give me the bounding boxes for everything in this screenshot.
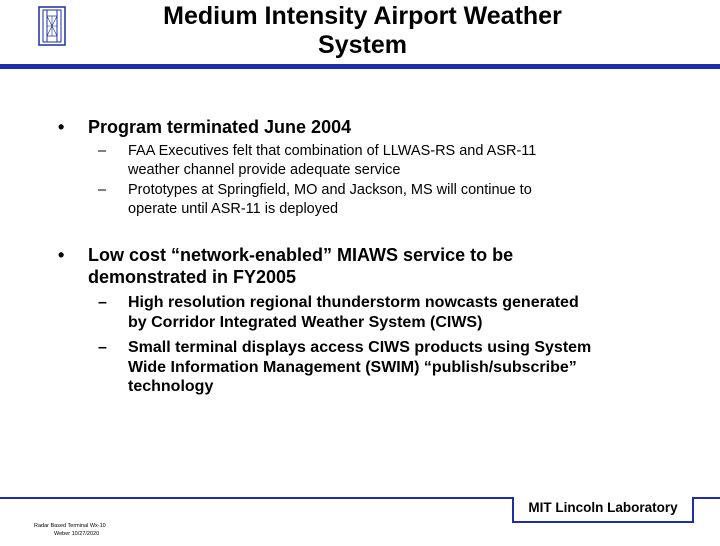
slide-title <box>100 2 625 60</box>
bullet-glyph: • <box>58 117 65 137</box>
sub-bullet-text: High resolution regional thunderstorm nowcasts generated by Corridor Integrated Weather System (CIWS) <box>128 294 579 331</box>
slide-title-line2: System <box>318 31 407 59</box>
footer-citation-line1: Radar Based Terminal Wx-10 <box>34 523 106 529</box>
slide-title-line1: Medium Intensity Airport Weather <box>163 2 562 30</box>
bullet-text: Low cost “network-enabled” MIAWS service to be demonstrated in FY2005 <box>88 245 514 287</box>
sub-bullet-text: FAA Executives felt that combination of LLWAS-RS and ASR-11 weather channel provide adequate service <box>128 143 537 178</box>
lincoln-lab-logo-icon <box>38 6 66 46</box>
bullet-text: Program terminated June 2004 <box>88 117 352 137</box>
footer-citation-line2: Weber 10/27/2020 <box>54 531 100 537</box>
bullet-glyph: • <box>58 245 65 265</box>
dash-glyph: – <box>98 339 107 356</box>
sub-bullet-text: Small terminal displays access CIWS products using System Wide Information Management (SWIM) “publish/subscribe” technology <box>128 339 592 395</box>
sub-bullet-text: Prototypes at Springfield, MO and Jackson, MS will continue to operate until ASR-11 is deployed <box>128 182 532 217</box>
footer-citation <box>34 514 106 546</box>
dash-glyph: – <box>98 294 107 311</box>
title-divider <box>0 64 720 69</box>
dash-glyph: – <box>98 182 107 198</box>
footer-organization: MIT Lincoln Laboratory <box>512 497 694 523</box>
dash-glyph: – <box>98 143 107 159</box>
